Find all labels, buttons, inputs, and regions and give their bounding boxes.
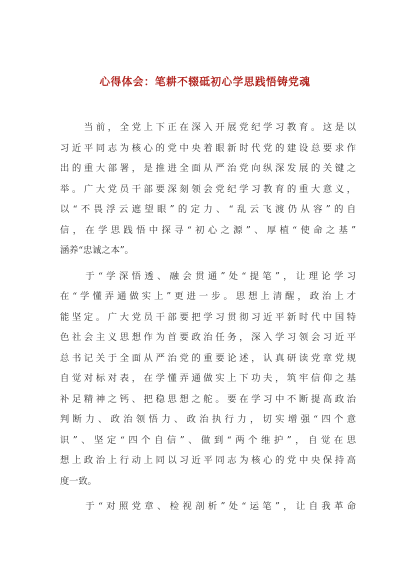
text-line: 信，在学思践悟中探寻“初心之源”、厚植“使命之基”	[60, 224, 356, 236]
paragraph-1	[60, 118, 356, 262]
text-line: 涵养“忠诚之本”。	[60, 245, 134, 256]
text-line: 识”、坚定“四个自信”、做到“两个维护”，自觉在思	[60, 434, 356, 446]
text-line: 色社会主义思想作为首要政治任务，深入学习领会习近平	[60, 332, 356, 343]
document-body	[60, 118, 356, 523]
paragraph-3	[60, 497, 356, 518]
text-line: 举。广大党员干部要深刻领会党纪学习教育的重大意义，	[60, 183, 356, 195]
text-line: 补足精神之钙、把稳思想之舵。要在学习中不断提高政治	[60, 393, 356, 405]
text-line: 习近平同志为核心的党中央着眼新时代党的建设总要求作	[60, 142, 356, 154]
text-line: 出的重大部署，是推进全面从严治党向纵深发展的关键之	[60, 163, 356, 174]
text-line: 以“不畏浮云遮望眼”的定力、“乱云飞渡仍从容”的自	[60, 204, 356, 215]
text-line: 在“学懂弄通做实上”更进一步。思想上清醒，政治上才	[60, 291, 356, 302]
document-title: 心得体会：笔耕不辍砥初心学思践悟铸党魂	[99, 76, 311, 88]
text-line: 想上政治上行动上同以习近平同志为核心的党中央保持高	[60, 455, 356, 466]
text-line: 总书记关于全面从严治党的重要论述，认真研读党章党规	[60, 352, 356, 364]
text-line: 度一致。	[60, 475, 97, 487]
text-line: 当前，全党上下正在深入开展党纪学习教育。这是以	[60, 122, 356, 133]
text-line: 判断力、政治领悟力、政治执行力，切实增强“四个意	[60, 414, 356, 425]
text-line: 能坚定。广大党员干部要把学习贯彻习近平新时代中国特	[60, 311, 356, 323]
text-line: 于“对照党章、检视剖析”处“运笔”，让自我革命	[60, 501, 356, 512]
text-line: 于“学深悟透、融会贯通”处“提笔”，让理论学习	[60, 270, 356, 282]
paragraph-2	[60, 267, 356, 493]
text-line: 自觉对标对表，在学懂弄通做实上下功夫，筑牢信仰之基	[60, 373, 356, 384]
